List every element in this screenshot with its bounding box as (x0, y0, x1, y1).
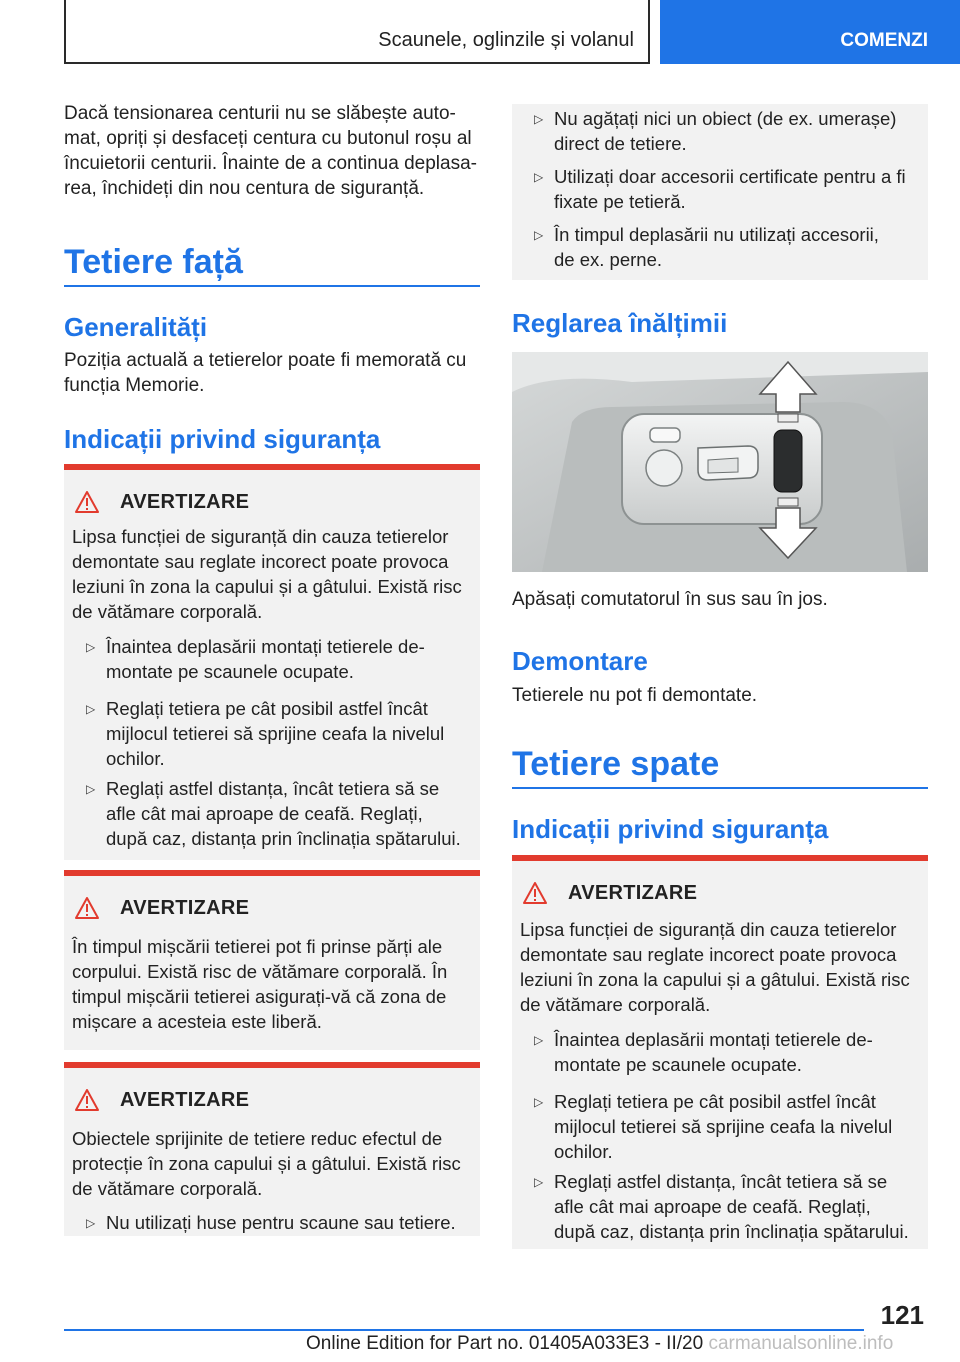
warning-text (72, 1126, 472, 1201)
warning-line: leziuni în zona la capului și a gâtului. Există risc (520, 969, 910, 990)
bullet-triangle-icon: ▷ (534, 1175, 544, 1189)
page-number: 121 (880, 1300, 924, 1330)
bullet-triangle-icon: ▷ (86, 702, 96, 716)
warning-title: AVERTIZARE (568, 881, 698, 904)
heading-demontare: Demontare (512, 646, 648, 676)
footer-edition (306, 1333, 893, 1355)
warning-triangle-icon (74, 1088, 100, 1112)
bullet-triangle-icon: ▷ (534, 170, 544, 184)
bullet-line: În timpul deplasării nu utilizați accesorii, (554, 224, 879, 245)
footer-edition-text: Online Edition for Part no. 01405A033E3 - II/20 (306, 1333, 704, 1354)
bullet-line: montate pe scaunele ocupate. (554, 1054, 802, 1075)
warning-text (72, 524, 472, 624)
warning-bullet (520, 1089, 920, 1164)
warning-box-3 (64, 1062, 480, 1236)
footer-watermark: carmanualsonline.info (708, 1333, 894, 1354)
warning-header (74, 896, 249, 920)
bullet-line: ochilor. (554, 1141, 613, 1162)
intro-line: mat, opriți și desfaceți centura cu butonul roșu al (64, 128, 472, 149)
warning-line: Obiectele sprijinite de tetiere reduc efectul de (72, 1128, 443, 1149)
warning-title: AVERTIZARE (120, 1088, 250, 1111)
warning-line: demontate sau reglate incorect poate provoca (72, 551, 449, 572)
heading-generalitati: Generalități (64, 312, 208, 342)
footer-rule (64, 1329, 864, 1331)
warning-bullet (72, 776, 472, 851)
header-section-title: Scaunele, oglinzile și volanul (378, 29, 634, 51)
warning-line: mișcare a acesteia este liberă. (72, 1011, 322, 1032)
heading-reglarea-inaltimii: Reglarea înălțimii (512, 308, 728, 338)
header-tab-label: COMENZI (840, 30, 928, 51)
warning-bullet (72, 696, 472, 771)
bullet-line: montate pe scaunele ocupate. (106, 661, 354, 682)
bullet-line: mijlocul tetierei să sprijine ceafa la nivelul (554, 1116, 893, 1137)
warning-bullet (520, 106, 920, 156)
bullet-line: mijlocul tetierei să sprijine ceafa la nivelul (106, 723, 445, 744)
warning-header (74, 490, 249, 514)
bullet-triangle-icon: ▷ (534, 1033, 544, 1047)
bullet-triangle-icon: ▷ (86, 1216, 96, 1230)
warning-continuation-box (512, 104, 928, 280)
bullet-triangle-icon: ▷ (86, 640, 96, 654)
general-paragraph (64, 348, 480, 398)
heading-tetiere-spate: Tetiere spate (512, 745, 720, 783)
heading-indicatii-siguranta-spate: Indicații privind siguranța (512, 814, 829, 844)
warning-bullet (72, 1210, 472, 1235)
bullet-line: Reglați astfel distanța, încât tetiera să se (554, 1171, 888, 1192)
warning-line: de vătămare corporală. (72, 1178, 263, 1199)
warning-bullet (520, 222, 920, 272)
seat-switch-photo (512, 352, 928, 572)
intro-paragraph (64, 101, 480, 201)
bullet-line: Reglați tetiera pe cât posibil astfel încât (554, 1091, 876, 1112)
heading-rule (512, 787, 928, 789)
warning-line: leziuni în zona la capului și a gâtului. Există risc (72, 576, 462, 597)
warning-text (520, 917, 920, 1017)
warning-title: AVERTIZARE (120, 896, 250, 919)
warning-bullet (520, 1169, 920, 1244)
warning-triangle-icon (74, 490, 100, 514)
warning-title: AVERTIZARE (120, 490, 250, 513)
warning-text (72, 934, 472, 1034)
bullet-line: Înaintea deplasării montați tetierele de- (554, 1029, 873, 1050)
warning-box-2 (64, 870, 480, 1050)
bullet-line: afle cât mai aproape de ceafă. Reglați, (106, 803, 423, 824)
bullet-line: Reglați astfel distanța, încât tetiera să se (106, 778, 440, 799)
warning-triangle-icon (74, 896, 100, 920)
header-tab-comenzi[interactable] (660, 0, 960, 64)
intro-line: încuietorii centurii. Înainte de a continua deplasa- (64, 153, 477, 174)
warning-line: corpului. Există risc de vătămare corporală. În (72, 961, 448, 982)
warning-bullet (520, 1027, 920, 1077)
warning-line: demontate sau reglate incorect poate provoca (520, 944, 897, 965)
bullet-triangle-icon: ▷ (534, 1095, 544, 1109)
bullet-line: fixate pe tetieră. (554, 191, 686, 212)
bullet-line: după caz, distanța prin înclinația spătarului. (554, 1221, 909, 1242)
bullet-line: după caz, distanța prin înclinația spătarului. (106, 828, 461, 849)
bullet-line: direct de tetiere. (554, 133, 687, 154)
warning-line: În timpul mișcării tetierei pot fi prinse părți ale (72, 936, 443, 957)
bullet-line: Reglați tetiera pe cât posibil astfel încât (106, 698, 428, 719)
warning-header (74, 1088, 249, 1112)
warning-line: de vătămare corporală. (72, 601, 263, 622)
warning-bullet (520, 164, 920, 214)
bullet-line: ochilor. (106, 748, 165, 769)
warning-header (522, 881, 697, 905)
general-line: Poziția actuală a tetierelor poate fi memorată cu (64, 350, 467, 371)
remove-paragraph: Tetierele nu pot fi demontate. (512, 685, 758, 706)
bullet-triangle-icon: ▷ (534, 112, 544, 126)
seat-switch-illustration (512, 352, 928, 572)
bullet-triangle-icon: ▷ (86, 782, 96, 796)
intro-line: rea, închideți din nou centura de siguranță. (64, 178, 425, 199)
height-paragraph: Apăsați comutatorul în sus sau în jos. (512, 589, 828, 610)
bullet-line: afle cât mai aproape de ceafă. Reglați, (554, 1196, 871, 1217)
bullet-triangle-icon: ▷ (534, 228, 544, 242)
warning-bullet (72, 634, 472, 684)
warning-line: de vătămare corporală. (520, 994, 711, 1015)
warning-line: protecție în zona capului și a gâtului. Există risc (72, 1153, 461, 1174)
heading-rule (64, 285, 480, 287)
warning-box-1 (64, 464, 480, 860)
general-line: funcția Memorie. (64, 375, 205, 396)
bullet-line: Utilizați doar accesorii certificate pentru a fi (554, 166, 906, 187)
warning-box-rear (512, 855, 928, 1249)
heading-tetiere-fata: Tetiere față (64, 243, 243, 281)
heading-indicatii-siguranta: Indicații privind siguranța (64, 424, 381, 454)
warning-line: timpul mișcării tetierei asigurați-vă că zona de (72, 986, 447, 1007)
warning-line: Lipsa funcției de siguranță din cauza tetierelor (72, 526, 449, 547)
bullet-line: Nu agățați nici un obiect (de ex. umerașe) (554, 108, 897, 129)
bullet-line: Nu utilizați huse pentru scaune sau tetiere. (106, 1212, 456, 1233)
header-frame (64, 0, 650, 64)
warning-line: Lipsa funcției de siguranță din cauza tetierelor (520, 919, 897, 940)
intro-line: Dacă tensionarea centurii nu se slăbește auto- (64, 103, 456, 124)
bullet-line: Înaintea deplasării montați tetierele de- (106, 636, 425, 657)
warning-triangle-icon (522, 881, 548, 905)
bullet-line: de ex. perne. (554, 249, 662, 270)
